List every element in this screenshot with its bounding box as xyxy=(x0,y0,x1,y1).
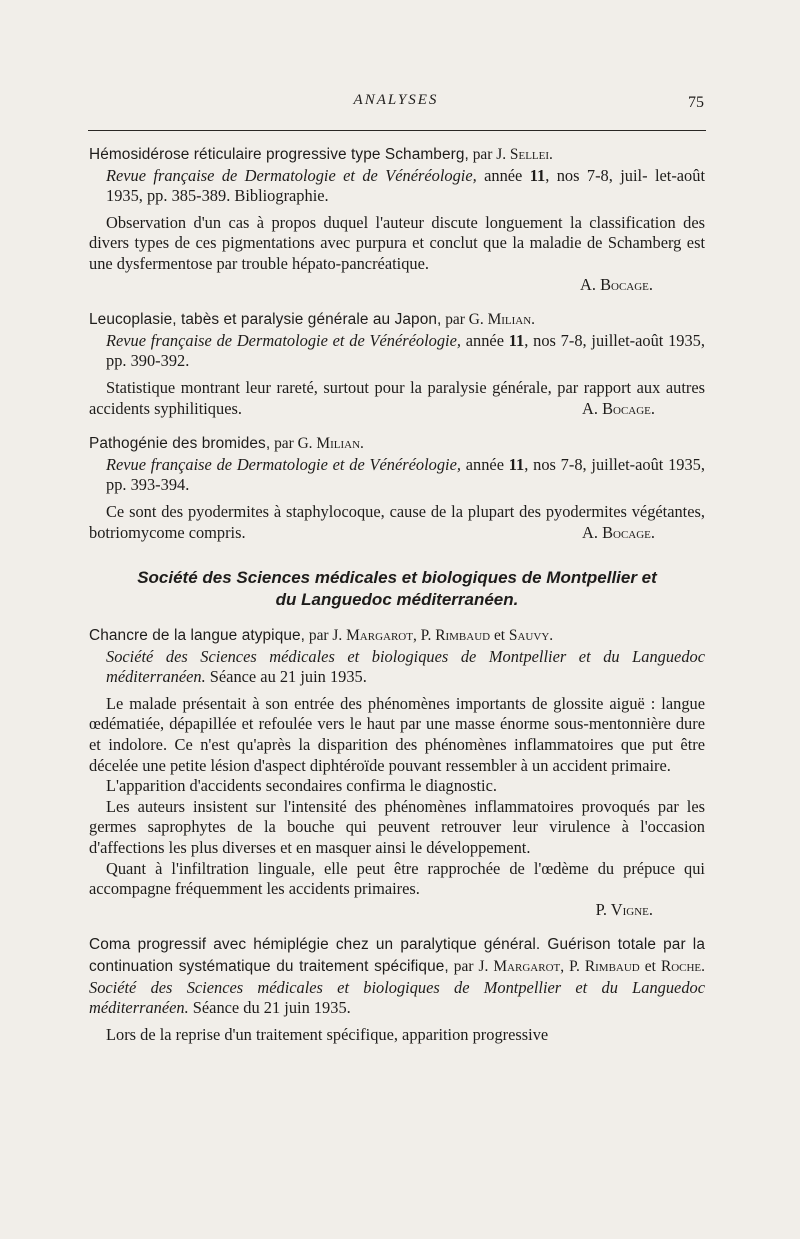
entry-heading: Chancre de la langue atypique, par J. Margarot, P. Rimbaud et Sauvy. Société des Sciences médicales et biologiques de Montpellier et du Languedoc méditerranéen. Séance au 21 juin 1935. xyxy=(89,627,705,687)
abstract-body: Ce sont des pyodermites à staphylocoque, cause de la plupart des pyodermites végétantes, botriomycome compris. A. Bocage. xyxy=(89,501,705,542)
reviewer-signature: A. Bocage. xyxy=(582,398,655,418)
abstract-body: Quant à l'infiltration linguale, elle peut être rapprochée de l'œdème du prépuce qui accompagne fréquemment les accidents primaires. xyxy=(89,858,705,899)
abstract-body: Observation d'un cas à propos duquel l'auteur discute longuement la classification des divers types de ces pigmentations avec purpura et conclut que la maladie de Schamberg est une dysfermentose par trouble hépato-pancréatique. xyxy=(89,212,705,273)
author-name: Milian. xyxy=(316,435,364,453)
article-title: Leucoplasie, tabès et paralysie générale au Japon, xyxy=(89,311,442,329)
abstract-chancre xyxy=(89,625,705,920)
header-rule xyxy=(88,130,706,131)
author-name: Margarot xyxy=(346,627,413,645)
article-title: Chancre de la langue atypique, xyxy=(89,627,306,645)
abstract-body: Le malade présentait à son entrée des phénomènes importants de glossite aiguë : langue œdématiée, dépapillée et refoulée vers le haut par une masse énorme sous-mentonnière dure et indolore. Ce n'est qu'après la disparition des phénomènes inflammatoires que put être décelée une petite lésion d'aspect diphtéroïde pouvant ressembler à un accident primaire. xyxy=(89,693,705,775)
page-header xyxy=(88,92,704,120)
entry-heading: Hémosidérose réticulaire progressive type Schamberg, par J. Sellei. Revue française de Dermatologie et de Vénéréologie, année 11, nos 7-8, juil- let-août 1935, pp. 385-389. Bibliographie. xyxy=(89,146,705,206)
page-content xyxy=(89,138,705,1045)
journal-name: Revue française de Dermatologie et de Vénéréologie, xyxy=(106,330,461,350)
article-title: Hémosidérose réticulaire progressive type Schamberg, xyxy=(89,146,469,163)
page-number: 75 xyxy=(688,94,704,111)
volume: 11 xyxy=(529,165,546,185)
abstract-body: Lors de la reprise d'un traitement spécifique, apparition progressive xyxy=(106,1024,549,1044)
author-name: Rimbaud xyxy=(584,958,640,975)
citation: Société des Sciences médicales et biologiques de Montpellier et du Languedoc méditerranéen. Séance au 21 juin 1935. xyxy=(106,646,705,687)
author-name: Roche. xyxy=(660,958,705,975)
abstract-body: Statistique montrant leur rareté, surtout pour la paralysie générale, par rapport aux autres accidents syphilitiques. A. Bocage. xyxy=(89,377,705,418)
volume: 11 xyxy=(508,454,525,474)
entry-heading: Pathogénie des bromides, par G. Milian. Revue française de Dermatologie et de Vénéréologie, année 11, nos 7-8, juillet-août 1935, pp. 393-394. xyxy=(89,435,705,495)
abstract-schamberg xyxy=(89,144,705,295)
journal-name: Société des Sciences médicales et biologiques de Montpellier et du Languedoc méditerranéen. xyxy=(89,977,705,1018)
journal-name: Revue française de Dermatologie et de Vénéréologie, xyxy=(106,165,477,185)
author-name: Margarot xyxy=(493,958,561,975)
abstract-bromides xyxy=(89,433,705,543)
article-title: Pathogénie des bromides, xyxy=(89,435,271,453)
society-section-heading: Société des Sciences médicales et biologiques de Montpellier et du Languedoc méditerranéen. xyxy=(137,568,657,610)
entry-heading: Coma progressif avec hémiplégie chez un paralytique général. Guérison totale par la continuation systématique du traitement spécifique, par J. Margarot, P. Rimbaud et Roche. Société des Sciences médicales et biologiques de Montpellier et du Languedoc méditerranéen. Séance du 21 juin 1935. xyxy=(89,936,705,1018)
abstract-body: L'apparition d'accidents secondaires confirma le diagnostic. xyxy=(106,776,497,796)
journal-name: Revue française de Dermatologie et de Vénéréologie, xyxy=(106,454,461,474)
abstract-coma xyxy=(89,934,705,1045)
citation: Revue française de Dermatologie et de Vénéréologie, année 11, nos 7-8, juil- let-août 1935, pp. 385-389. Bibliographie. xyxy=(106,165,705,206)
journal-name: Société des Sciences médicales et biologiques de Montpellier et du Languedoc méditerranéen. xyxy=(106,646,705,687)
reviewer-signature: P. Vigne. xyxy=(595,899,653,919)
citation: Revue française de Dermatologie et de Vénéréologie, année 11, nos 7-8, juillet-août 1935, pp. 390-392. xyxy=(106,330,705,371)
author-name: Milian. xyxy=(487,311,536,329)
abstract-body: Les auteurs insistent sur l'intensité des phénomènes inflammatoires provoqués par les germes saprophytes de la bouche qui peuvent retrouver leur virulence à l'occasion d'affections les plus diverses et en masquer ainsi le développement. xyxy=(89,796,705,858)
entry-heading: Leucoplasie, tabès et paralysie générale au Japon, par G. Milian. Revue française de Dermatologie et de Vénéréologie, année 11, nos 7-8, juillet-août 1935, pp. 390-392. xyxy=(89,311,705,371)
citation: Revue française de Dermatologie et de Vénéréologie, année 11, nos 7-8, juillet-août 1935, pp. 393-394. xyxy=(106,454,705,495)
article-title: Coma progressif avec hémiplégie chez un paralytique général. Guérison totale par la continuation systématique du traitement spécifique, xyxy=(89,936,705,975)
author-name: Sauvy. xyxy=(508,627,554,645)
abstract-leucoplasie xyxy=(89,309,705,419)
reviewer-signature: A. Bocage. xyxy=(580,274,653,294)
running-title: ANALYSES xyxy=(353,92,439,108)
author-name: Rimbaud xyxy=(435,627,491,645)
volume: 11 xyxy=(508,330,525,350)
reviewer-signature: A. Bocage. xyxy=(582,522,655,542)
author-name: Sellei. xyxy=(509,146,553,163)
